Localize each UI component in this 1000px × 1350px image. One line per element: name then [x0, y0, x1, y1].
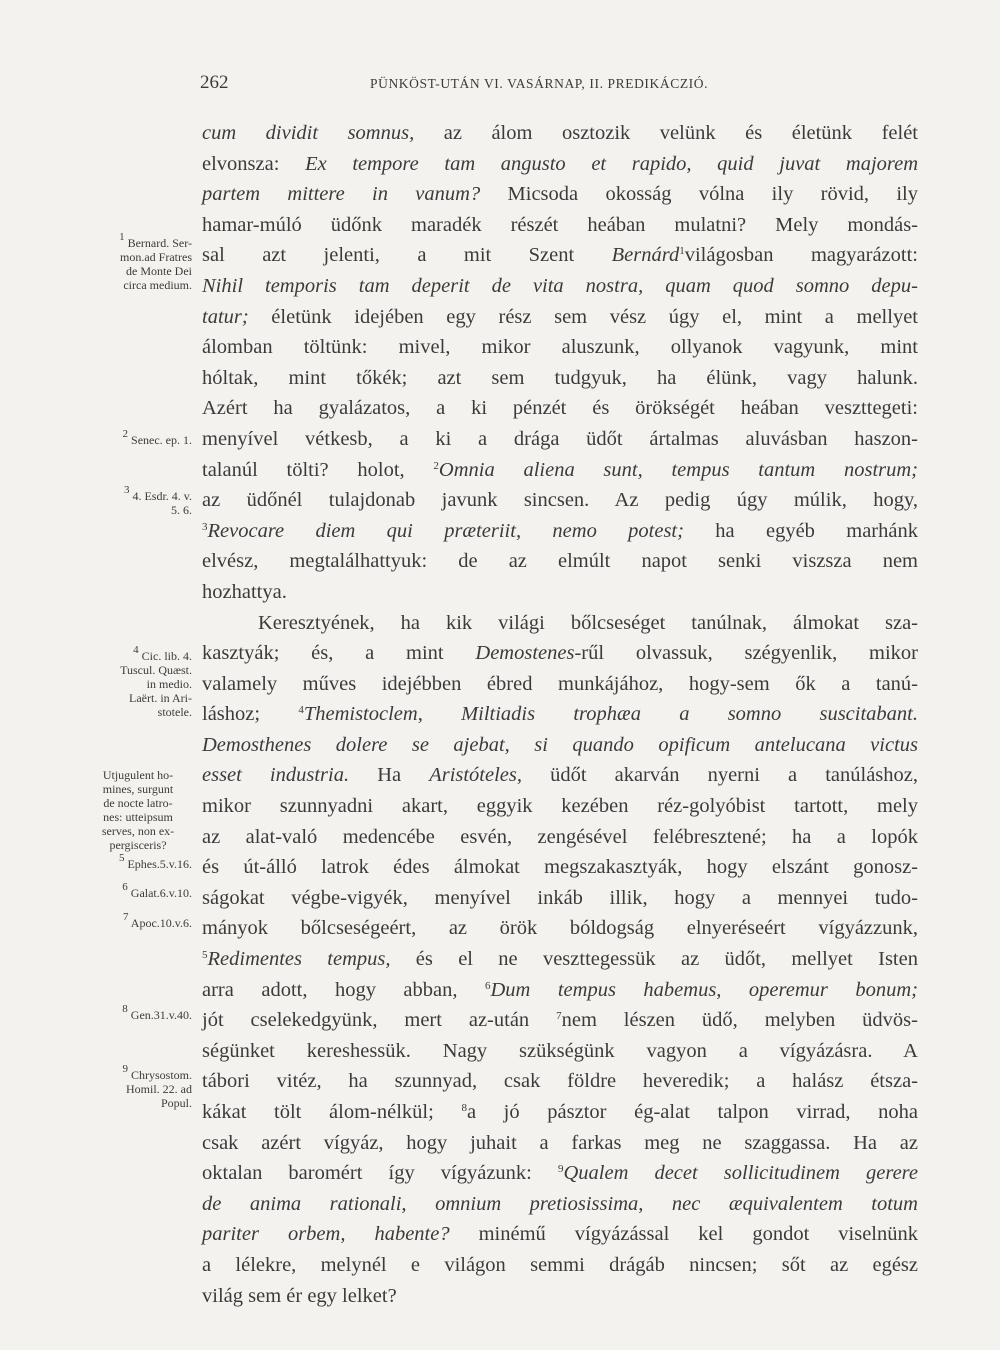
margin-note-text: pergisceris? — [109, 838, 167, 852]
margin-note-line — [84, 705, 192, 719]
footnote-marker: 5 — [202, 949, 208, 962]
text-segment: álomban töltünk: mivel, mikor aluszunk, ollyanok vagyunk, mint — [202, 336, 918, 359]
text-line — [202, 1219, 918, 1250]
text-segment: Bernárd — [611, 244, 680, 267]
text-line — [202, 822, 918, 853]
margin-note-text: mines, surgunt — [102, 782, 174, 796]
text-segment: arra adott, hogy abban, — [202, 978, 485, 1001]
text-segment: Qualem decet sollicitudinem gerere — [563, 1162, 919, 1185]
text-line — [202, 546, 918, 577]
margin-note-line — [84, 768, 192, 782]
footnote-marker: 4 — [133, 644, 139, 656]
margin-note-text: Apoc.10.v.6. — [130, 916, 192, 930]
text-segment: a jó pásztor ég-alat talpon virrad, noha — [466, 1101, 919, 1123]
footnote-marker: 7 — [122, 911, 129, 923]
text-line — [202, 118, 918, 149]
margin-note — [84, 1063, 192, 1110]
margin-note-line — [84, 691, 192, 705]
text-segment: mikor szunnyadni akart, eggyik kezében réz-golyóbist tartott, mely — [202, 795, 918, 818]
margin-note-text: de nocte latro- — [103, 796, 173, 810]
margin-note — [84, 428, 192, 447]
text-segment: elvonsza: — [202, 152, 306, 175]
text-segment: Nihil temporis tam deperit de vita nostra, quam quod somno depu- — [202, 274, 918, 297]
margin-note-line — [84, 644, 192, 663]
text-segment: az alat-való medencébe esvén, zengésével felébresztené; ha a lopók — [202, 825, 918, 848]
text-line — [202, 1250, 918, 1281]
text-segment: jót cselekedgyünk, mert az-után — [202, 1009, 557, 1032]
text-segment: valamely műves idejébben ébred munkájához, hogy-sem ők a tanú- — [202, 672, 918, 695]
text-line — [202, 975, 918, 1006]
text-line — [202, 302, 918, 333]
margin-note-line — [84, 264, 192, 278]
text-segment: ságokat végbe-vigyék, menyível inkáb illik, hogy a mennyei tudo- — [202, 886, 918, 909]
text-segment: ha egyéb marhánk — [683, 519, 918, 542]
text-line — [202, 608, 918, 639]
margin-note-text: circa medium. — [123, 278, 192, 292]
margin-note-text: Senec. ep. 1. — [131, 433, 192, 447]
text-line — [202, 852, 918, 883]
margin-note-text: 5. 6. — [171, 503, 192, 517]
margin-note-text: Homil. 22. ad — [126, 1082, 192, 1096]
margin-note-line — [84, 1082, 192, 1096]
text-line — [202, 393, 918, 424]
text-segment: az üdőnél tulajdonab javunk sincsen. Az pedig úgy múlik, hogy, — [202, 489, 918, 512]
text-line — [202, 271, 918, 302]
text-line — [202, 1066, 918, 1097]
margin-note-text: in medio. — [146, 677, 192, 691]
text-segment: tábori vitéz, ha szunnyad, csak földre heveredik; a halász étsza- — [202, 1070, 918, 1093]
text-segment: életünk idejében egy rész sem vész úgy el, mint a mellyet — [248, 305, 918, 328]
footnote-marker: 9 — [122, 1063, 128, 1075]
margin-note-line — [84, 796, 192, 810]
footnote-marker: 2 — [433, 459, 439, 472]
text-segment: az álom osztozik velünk és életünk felét — [414, 122, 918, 144]
text-segment: kasztyák; és, a mint — [202, 642, 476, 665]
margin-note-line — [84, 428, 192, 447]
footnote-marker: 1 — [119, 231, 125, 243]
text-segment: Micsoda okosság vólna ily rövid, ily — [480, 183, 918, 206]
margin-note-text: Bernard. Ser- — [127, 236, 192, 250]
margin-note — [84, 484, 192, 517]
margin-note — [84, 852, 192, 871]
footnote-marker: 9 — [557, 1163, 564, 1176]
text-segment: de anima rationali, omnium pretiosissima, nec æquivalentem totum — [202, 1192, 918, 1215]
margin-note — [84, 644, 192, 719]
text-segment: pariter orbem, habente? — [202, 1223, 450, 1246]
margin-note-line — [84, 810, 192, 824]
text-line — [202, 363, 918, 394]
text-segment: Omnia aliena sunt, tempus tantum nostrum; — [438, 458, 918, 481]
margin-note — [84, 1003, 192, 1022]
text-segment: világ sem ér egy lelket? — [202, 1284, 397, 1307]
text-segment: minémű vígyázással kel gondot viselnünk — [449, 1223, 918, 1246]
text-line — [202, 1189, 918, 1220]
text-segment: talanúl tölti? holot, — [202, 458, 434, 481]
text-segment: Themistoclem, Miltiadis trophæa a somno suscitabant. — [303, 703, 918, 726]
text-line — [202, 883, 918, 914]
margin-note-text: Gen.31.v.40. — [130, 1008, 192, 1022]
margin-note — [84, 881, 192, 900]
text-line — [202, 455, 918, 486]
text-segment: -rűl olvassuk, szégyenlik, mikor — [574, 642, 918, 665]
margin-note-text: de Monte Dei — [126, 264, 192, 278]
margin-note — [84, 231, 192, 292]
text-line — [202, 730, 918, 761]
text-line — [202, 516, 918, 547]
margin-note-text: mon.ad Fratres — [120, 250, 192, 264]
text-line — [202, 1158, 918, 1189]
margin-note-line — [84, 1003, 192, 1022]
text-segment: hóltak, mint tőkék; azt sem tudgyuk, ha élünk, vagy halunk. — [202, 366, 918, 389]
text-line — [202, 944, 918, 975]
text-line — [202, 1036, 918, 1067]
running-head: PÜNKÖST-UTÁN VI. VASÁRNAP, II. PREDIKÁCZIÓ. — [370, 76, 709, 91]
text-segment: partem mittere in vanum? — [202, 183, 481, 206]
text-line — [202, 577, 918, 608]
text-segment: kákat tölt álom-nélkül; — [202, 1101, 462, 1123]
margin-note-line — [84, 782, 192, 796]
footnote-marker: 6 — [122, 881, 128, 893]
margin-note-text: nes: utteipsum — [103, 810, 173, 824]
text-segment: és el ne veszttegessük az üdőt, mellyet Isten — [390, 948, 918, 971]
margin-note-text: Ephes.5.v.16. — [127, 857, 192, 871]
margin-note-line — [84, 250, 192, 264]
footnote-marker: 4 — [298, 704, 304, 717]
text-segment: Dum tempus habemus, operemur bonum; — [490, 978, 918, 1001]
text-segment: csak azért vígyáz, hogy juhait a farkas meg ne szaggassa. Ha az — [202, 1131, 918, 1154]
text-segment: és út-álló latrok édes álmokat megszakasztyák, hogy elszánt gonosz- — [202, 856, 918, 879]
text-line — [202, 485, 918, 516]
text-segment: Redimentes tempus, — [207, 948, 391, 971]
text-segment: sal azt jelenti, a mit Szent — [202, 244, 612, 267]
text-segment: Demostenes — [475, 642, 575, 665]
text-line — [202, 424, 918, 455]
text-line — [202, 638, 918, 669]
margin-note — [84, 911, 192, 930]
margin-note-text: Tuscul. Quæst. — [120, 663, 192, 677]
margin-note-text: Popul. — [160, 1096, 192, 1110]
text-segment: hozhattya. — [202, 580, 287, 603]
text-line — [202, 210, 918, 241]
text-line — [202, 1005, 918, 1036]
text-segment: cum dividit somnus, — [202, 122, 415, 144]
text-line — [202, 1097, 918, 1128]
margin-note-text: Utjugulent ho- — [102, 768, 174, 782]
text-segment: Aristóteles, — [429, 764, 522, 787]
footnote-marker: 3 — [202, 520, 208, 533]
margin-note-line — [84, 663, 192, 677]
text-segment: Revocare diem qui præteriit, nemo potest; — [207, 519, 684, 542]
margin-note-line — [84, 1096, 192, 1110]
margin-note-text: serves, non ex- — [101, 824, 175, 838]
text-segment: Ha — [349, 764, 430, 787]
text-segment: Keresztyének, ha kik világi bőlcseséget tanúlnak, álmokat sza- — [258, 611, 918, 634]
text-line — [202, 332, 918, 363]
margin-note — [84, 768, 192, 852]
page-header — [0, 72, 1000, 102]
margin-note-line — [84, 824, 192, 838]
text-segment: Demosthenes dolere se ajebat, si quando opificum antelucana victus — [202, 733, 918, 756]
text-segment: esset industria. — [202, 764, 350, 787]
text-line — [202, 699, 918, 730]
text-segment: nem lészen üdő, melyben üdvös- — [561, 1009, 918, 1032]
text-segment: ségünket kereshessük. Nagy szükségünk vagyon a vígyázásra. A — [202, 1039, 918, 1062]
text-segment: a lélekre, melynél e világon semmi drágáb nincsen; sőt az egész — [202, 1253, 918, 1276]
text-line — [202, 913, 918, 944]
text-segment: menyível vétkesb, a ki a drága üdőt ártalmas aluvásban haszon- — [202, 427, 918, 450]
margin-note-line — [84, 852, 192, 871]
margin-note-text: Galat.6.v.10. — [130, 886, 192, 900]
text-line — [202, 1281, 918, 1312]
margin-note-line — [84, 881, 192, 900]
margin-note-line — [84, 1063, 192, 1082]
text-line — [202, 240, 918, 271]
text-line — [202, 1128, 918, 1159]
text-segment: láshoz; — [202, 703, 299, 726]
margin-note-text: Laërt. in Ari- — [129, 691, 192, 705]
text-line — [202, 760, 918, 791]
footnote-marker: 1 — [679, 245, 685, 258]
text-line — [202, 149, 918, 180]
text-segment: üdőt akarván nyerni a tanúláshoz, — [522, 764, 918, 787]
margin-note-line — [84, 231, 192, 250]
margin-note-text: 4. Esdr. 4. v. — [132, 489, 192, 503]
footnote-marker: 8 — [122, 1003, 128, 1015]
margin-note-line — [84, 484, 192, 503]
text-segment: oktalan baromért így vígyázunk: — [202, 1162, 558, 1185]
text-line — [202, 179, 918, 210]
text-segment: hamar-múló üdőnk maradék részét heában mulatni? Mely mondás- — [202, 213, 918, 236]
margin-note-line — [84, 838, 192, 852]
text-line — [202, 791, 918, 822]
footnote-marker: 5 — [118, 852, 125, 864]
main-text — [202, 118, 918, 1311]
margin-note-line — [84, 677, 192, 691]
margin-note-line — [84, 911, 192, 930]
page-number: 262 — [200, 72, 229, 93]
margin-note-text: stotele. — [157, 705, 192, 719]
footnote-marker: 2 — [122, 428, 129, 440]
text-line — [202, 669, 918, 700]
margin-note-text: Cic. lib. 4. — [141, 649, 192, 663]
footnote-marker: 8 — [461, 1102, 467, 1114]
text-segment: mányok bőlcseségeért, az örök bóldogság elnyeréseért vígyázzunk, — [202, 917, 918, 940]
text-segment: Azért ha gyalázatos, a ki pénzét és örökségét heában veszttegeti: — [202, 397, 918, 420]
text-segment: Ex tempore tam angusto et rapido, quid juvat majorem — [305, 152, 919, 175]
text-segment: tatur; — [202, 305, 249, 328]
margin-note-line — [84, 503, 192, 517]
margin-note-text: Chrysostom. — [130, 1068, 192, 1082]
margin-note-line — [84, 278, 192, 292]
footnote-marker: 3 — [123, 484, 130, 496]
footnote-marker: 6 — [485, 979, 491, 992]
footnote-marker: 7 — [556, 1010, 562, 1023]
text-segment: elvész, megtalálhattyuk: de az elmúlt napot senki viszsza nem — [202, 550, 918, 573]
text-segment: világosban magyarázott: — [684, 244, 918, 267]
